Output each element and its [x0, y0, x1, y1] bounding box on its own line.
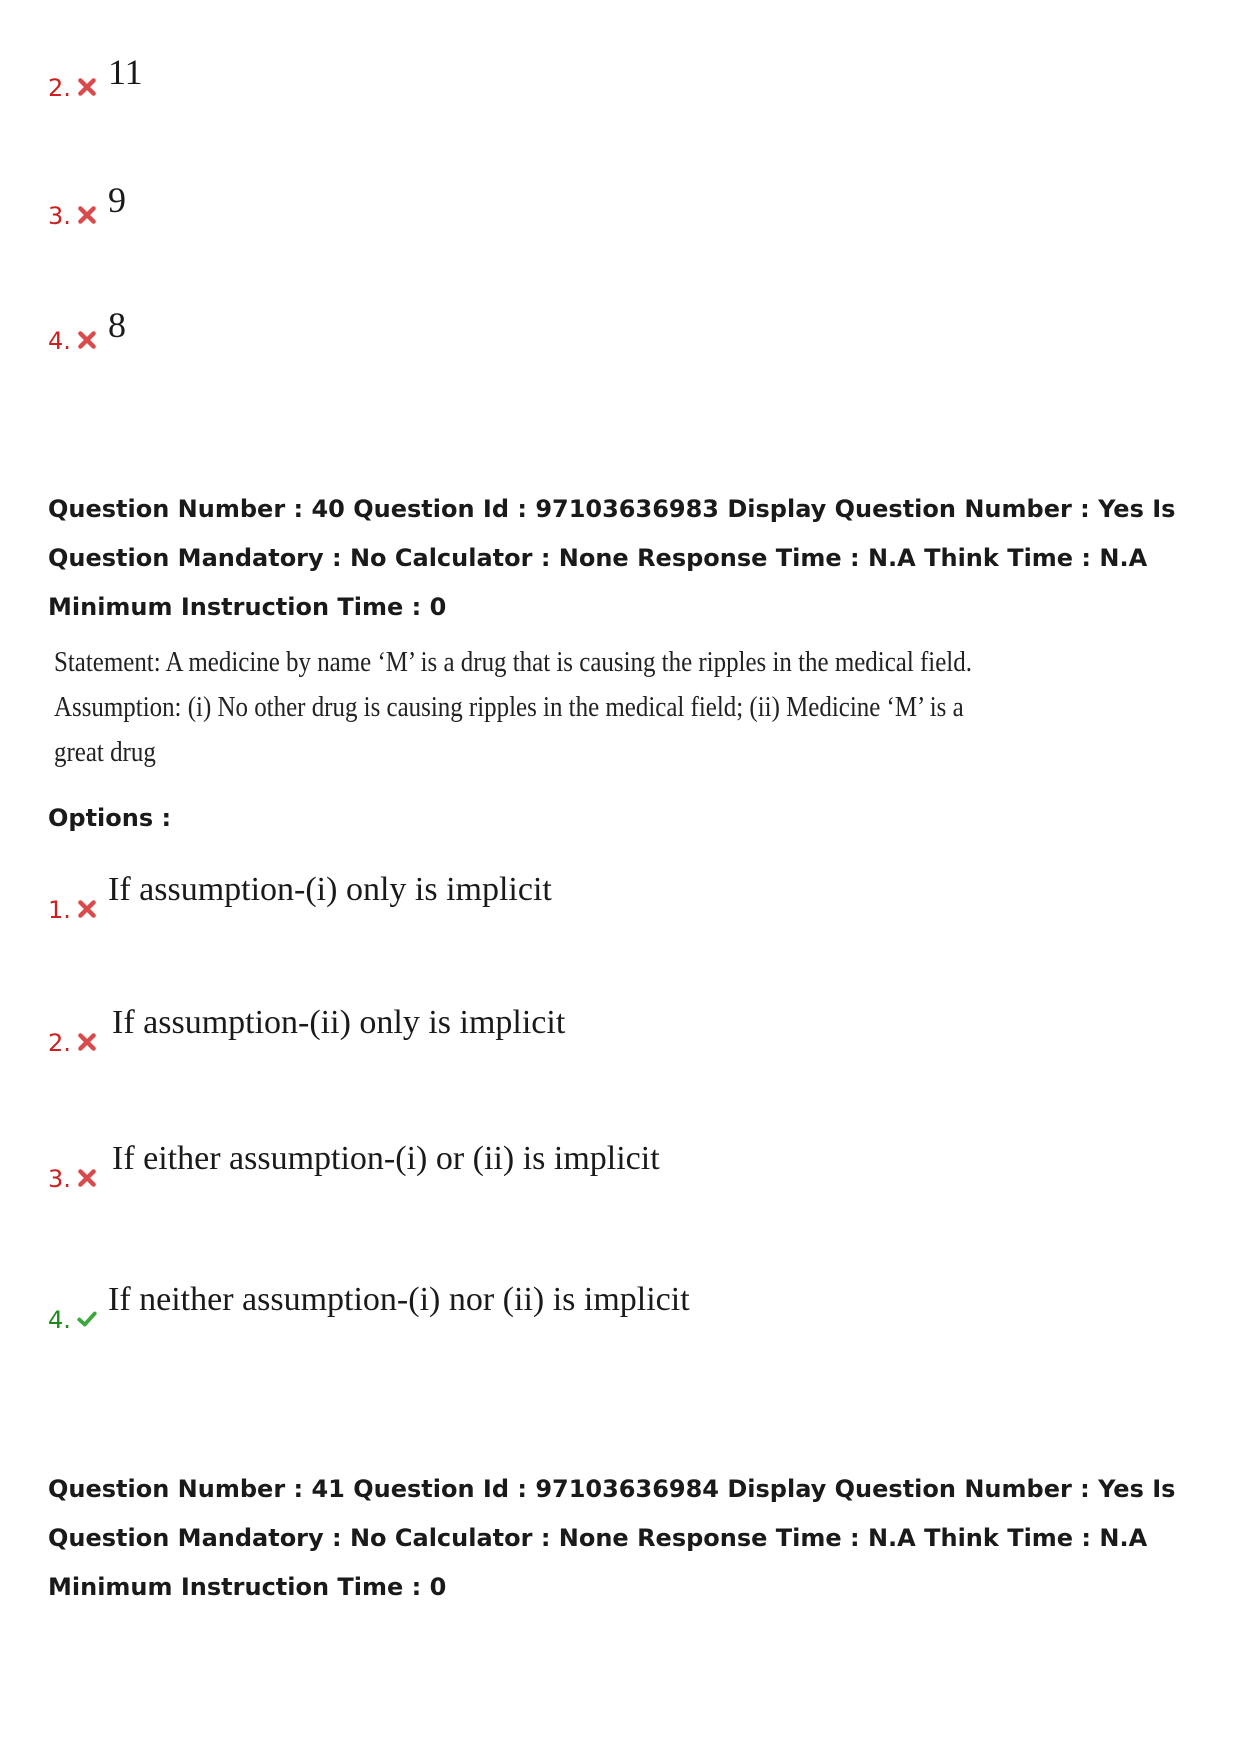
question-41-meta: Question Number : 41 Question Id : 97103636984 Display Question Number : Yes Is Question Mandatory : No Calculator : None Response Time : N.A Think Time : N.A Minimum Instruction Time : 0	[48, 1475, 1176, 1601]
statement-line: great drug	[54, 736, 156, 768]
option-number: 2.	[48, 74, 71, 102]
option-text: 11	[108, 52, 143, 92]
prev-option-3	[48, 180, 126, 230]
statement-line: Statement: A medicine by name ‘M’ is a drug that is causing the ripples in the medical field.	[54, 646, 972, 678]
statement-line: Assumption: (i) No other drug is causing ripples in the medical field; (ii) Medicine ‘M’ is a	[54, 691, 964, 723]
options-label: Options :	[48, 804, 172, 832]
question-40-meta: Question Number : 40 Question Id : 97103636983 Display Question Number : Yes Is Question Mandatory : No Calculator : None Response Time : N.A Think Time : N.A Minimum Instruction Time : 0	[48, 495, 1176, 621]
prev-option-2	[48, 52, 143, 102]
cross-icon	[76, 1167, 98, 1189]
option-number: 3.	[48, 202, 71, 230]
option-number: 3.	[48, 1165, 71, 1193]
q40-option-2	[48, 1003, 565, 1057]
question-40-statement	[54, 640, 972, 775]
cross-icon	[76, 329, 98, 351]
option-text: 9	[108, 180, 126, 220]
option-number: 4.	[48, 1306, 71, 1334]
cross-icon	[76, 898, 98, 920]
q40-option-4	[48, 1280, 690, 1334]
cross-icon	[76, 204, 98, 226]
q40-option-1	[48, 870, 552, 924]
cross-icon	[76, 76, 98, 98]
option-number: 4.	[48, 327, 71, 355]
prev-option-4	[48, 305, 126, 355]
option-text: If neither assumption-(i) nor (ii) is implicit	[108, 1281, 690, 1318]
option-text: If either assumption-(i) or (ii) is implicit	[112, 1140, 660, 1177]
cross-icon	[76, 1031, 98, 1053]
check-icon	[76, 1308, 98, 1330]
q40-option-3	[48, 1139, 660, 1193]
option-text: If assumption-(ii) only is implicit	[112, 1004, 566, 1041]
option-number: 1.	[48, 896, 71, 924]
option-text: 8	[108, 305, 126, 345]
option-text: If assumption-(i) only is implicit	[108, 871, 552, 908]
option-number: 2.	[48, 1029, 71, 1057]
